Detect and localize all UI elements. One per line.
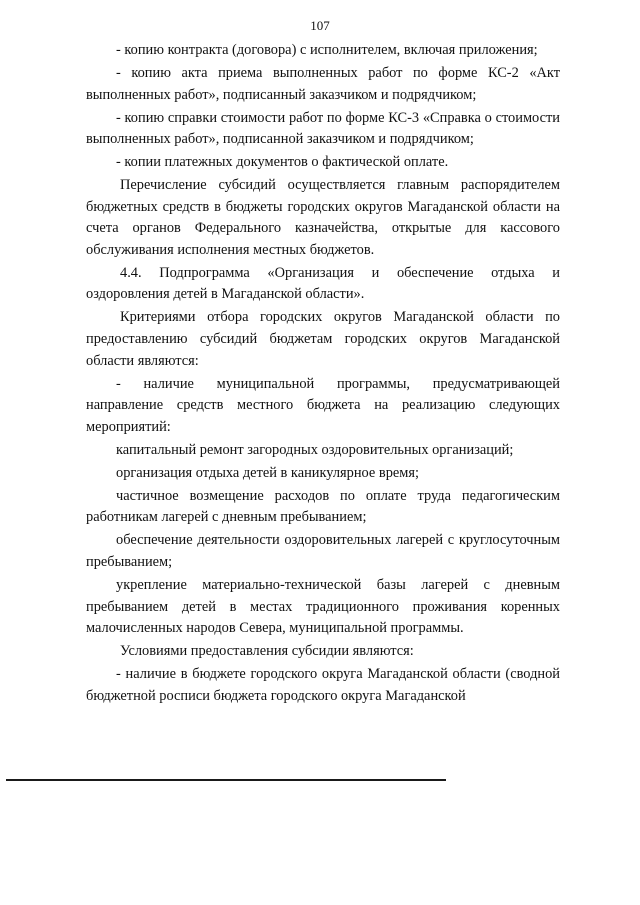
paragraph-subsidy-conditions: Условиями предоставления субсидии являются: bbox=[120, 643, 414, 660]
list-item-budget-availability: - наличие в бюджете городского округа Магаданской области (сводной бюджетной росписи бюджета городского округа Магаданской bbox=[86, 666, 560, 704]
body-text bbox=[86, 40, 560, 709]
list-item-holiday-rest: организация отдыха детей в каникулярное время; bbox=[116, 464, 420, 481]
paragraph-subsidy-transfer: Перечисление субсидий осуществляется главным распорядителем бюджетных средств в бюджеты городских округов Магаданской области на счета органов Федерального казначейства, открытые для кассового обслуживания исполнения местных бюджетов. bbox=[86, 177, 560, 258]
list-item-teacher-pay: частичное возмещение расходов по оплате труда педагогическим работникам лагерей с дневным пребыванием; bbox=[86, 487, 560, 526]
list-item-capital-repair: капитальный ремонт загородных оздоровительных организаций; bbox=[116, 441, 514, 458]
list-item-material-base: укрепление материально-технической базы лагерей с дневным пребыванием детей в местах традиционного проживания коренных малочисленных народов Севера, муниципальной программы. bbox=[86, 576, 560, 637]
list-item-ks2-act-copy: - копию акта приема выполненных работ по форме КС-2 «Акт выполненных работ», подписанный заказчиком и подрядчиком; bbox=[86, 64, 560, 103]
footnote-separator-line bbox=[6, 779, 446, 781]
list-item-contract-copy: - копию контракта (договора) с исполнителем, включая приложения; bbox=[116, 42, 538, 58]
list-item-round-the-clock-camps: обеспечение деятельности оздоровительных лагерей с круглосуточным пребыванием; bbox=[86, 532, 560, 570]
subprogram-heading: 4.4. Подпрограмма «Организация и обеспечение отдыха и оздоровления детей в Магаданской области». bbox=[86, 264, 560, 303]
list-item-payment-documents: - копии платежных документов о фактической оплате. bbox=[116, 154, 449, 171]
paragraph-selection-criteria: Критериями отбора городских округов Магаданской области по предоставлению субсидий бюджетам городских округов Магаданской области являются: bbox=[86, 309, 560, 369]
page-number: 107 bbox=[310, 18, 330, 33]
list-item-ks3-certificate-copy: - копию справки стоимости работ по форме КС-3 «Справка о стоимости выполненных работ», подписанной заказчиком и подрядчиком; bbox=[86, 109, 560, 148]
list-item-municipal-program: - наличие муниципальной программы, предусматривающей направление средств местного бюджета на реализацию следующих мероприятий: bbox=[86, 375, 560, 435]
